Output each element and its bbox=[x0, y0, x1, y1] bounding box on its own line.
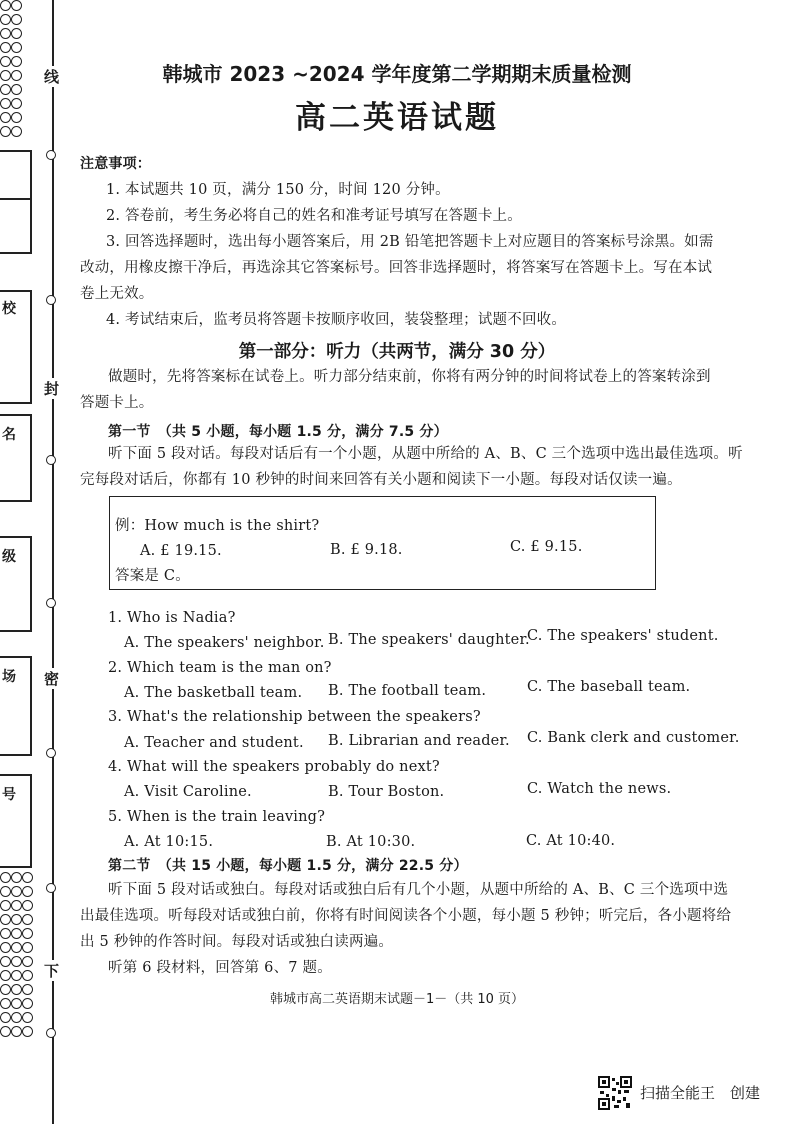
q2-option-a: A. The basketball team. bbox=[124, 685, 303, 701]
q5-option-a: A. At 10:15. bbox=[124, 834, 214, 850]
margin-dot bbox=[46, 748, 56, 758]
part1-title: 第一部分：听力（共两节，满分 30 分） bbox=[238, 342, 556, 362]
cut-label-down: 下 bbox=[44, 962, 60, 980]
section1-title: 第一节 （共 5 小题，每小题 1.5 分，满分 7.5 分） bbox=[108, 424, 448, 440]
section2-instruction: 听第 6 段材料，回答第 6、7 题。 bbox=[108, 960, 332, 976]
example-answer: 答案是 C。 bbox=[115, 568, 190, 584]
margin-dot bbox=[46, 150, 56, 160]
margin-dot bbox=[46, 883, 56, 893]
notice-item-2: 2. 答卷前，考生务必将自己的姓名和准考证号填写在答题卡上。 bbox=[106, 208, 522, 224]
margin-dot bbox=[46, 295, 56, 305]
scanner-watermark-label: 扫描全能王 创建 bbox=[640, 1084, 761, 1102]
q4-option-b: B. Tour Boston. bbox=[328, 784, 445, 800]
cut-label-line: 线 bbox=[44, 68, 60, 86]
question-1: 1. Who is Nadia? bbox=[108, 610, 236, 626]
notice-item-3: 3. 回答选择题时，选出每小题答案后，用 2B 铅笔把答题卡上对应题目的答案标号涂黑。如需 bbox=[106, 234, 714, 250]
example-option-c: C. £ 9.15. bbox=[510, 539, 583, 555]
field-label-class: 级 bbox=[2, 549, 16, 565]
section2-title: 第二节 （共 15 小题，每小题 1.5 分，满分 22.5 分） bbox=[108, 858, 468, 874]
notice-item-3-cont: 改动，用橡皮擦干净后，再选涂其它答案标号。回答非选择题时，将答案写在答题卡上。写在本试 bbox=[80, 260, 713, 276]
q2-option-c: C. The baseball team. bbox=[527, 679, 691, 695]
page-footer: 韩城市高二英语期末试题－1－（共 10 页） bbox=[269, 992, 525, 1007]
q1-option-a: A. The speakers' neighbor. bbox=[124, 635, 325, 651]
example-option-a: A. £ 19.15. bbox=[140, 543, 222, 559]
example-question: 例：How much is the shirt? bbox=[115, 518, 320, 534]
field-label-school: 校 bbox=[2, 301, 16, 317]
q4-option-c: C. Watch the news. bbox=[527, 781, 672, 797]
question-4: 4. What will the speakers probably do next? bbox=[108, 759, 440, 775]
exam-header-title: 韩城市 2023 ~2024 学年度第二学期期末质量检测 bbox=[162, 62, 632, 86]
section1-desc-2: 完每段对话后，你都有 10 秒钟的时间来回答有关小题和阅读下一小题。每段对话仅读一遍。 bbox=[80, 472, 682, 488]
q5-option-b: B. At 10:30. bbox=[326, 834, 416, 850]
notice-item-3-end: 卷上无效。 bbox=[80, 286, 154, 302]
q2-option-b: B. The football team. bbox=[328, 683, 487, 699]
question-2: 2. Which team is the man on? bbox=[108, 660, 332, 676]
q3-option-b: B. Librarian and reader. bbox=[328, 733, 510, 749]
margin-dot bbox=[46, 1028, 56, 1038]
q3-option-c: C. Bank clerk and customer. bbox=[527, 730, 740, 746]
example-option-b: B. £ 9.18. bbox=[330, 542, 403, 558]
exam-subtitle: 高二英语试题 bbox=[295, 100, 499, 136]
part1-intro-1: 做题时，先将答案标在试卷上。听力部分结束前，你将有两分钟的时间将试卷上的答案转涂到 bbox=[108, 369, 711, 385]
q3-option-a: A. Teacher and student. bbox=[124, 735, 304, 751]
q1-option-b: B. The speakers' daughter. bbox=[328, 632, 530, 648]
qr-code-icon bbox=[598, 1076, 632, 1110]
cut-label-secret: 密 bbox=[44, 670, 60, 688]
q5-option-c: C. At 10:40. bbox=[526, 833, 616, 849]
notice-item-1: 1. 本试题共 10 页，满分 150 分，时间 120 分钟。 bbox=[106, 182, 450, 198]
question-3: 3. What's the relationship between the speakers? bbox=[108, 709, 481, 725]
question-5: 5. When is the train leaving? bbox=[108, 809, 326, 825]
field-box-blank bbox=[0, 150, 32, 254]
field-label-name: 名 bbox=[2, 427, 16, 443]
section2-desc-2: 出最佳选项。听每段对话或独白前，你将有时间阅读各个小题，每小题 5 秒钟；听完后，各小题将给 bbox=[80, 908, 732, 924]
section2-desc-1: 听下面 5 段对话或独白。每段对话或独白后有几个小题，从题中所给的 A、B、C 三个选项中选 bbox=[108, 882, 729, 898]
notice-item-4: 4. 考试结束后，监考员将答题卡按顺序收回，装袋整理；试题不回收。 bbox=[106, 312, 567, 328]
margin-dot bbox=[46, 598, 56, 608]
q1-option-c: C. The speakers' student. bbox=[527, 628, 719, 644]
field-label-exam-number: 号 bbox=[2, 787, 16, 803]
margin-dot bbox=[46, 455, 56, 465]
q4-option-a: A. Visit Caroline. bbox=[124, 784, 252, 800]
section2-desc-3: 出 5 秒钟的作答时间。每段对话或独白读两遍。 bbox=[80, 934, 394, 950]
part1-intro-2: 答题卡上。 bbox=[80, 395, 154, 411]
notice-heading: 注意事项： bbox=[80, 156, 151, 172]
cut-label-seal: 封 bbox=[44, 380, 60, 398]
section1-desc-1: 听下面 5 段对话。每段对话后有一个小题，从题中所给的 A、B、C 三个选项中选出最佳选项。听 bbox=[108, 446, 743, 462]
field-label-exam-room: 场 bbox=[2, 669, 16, 685]
